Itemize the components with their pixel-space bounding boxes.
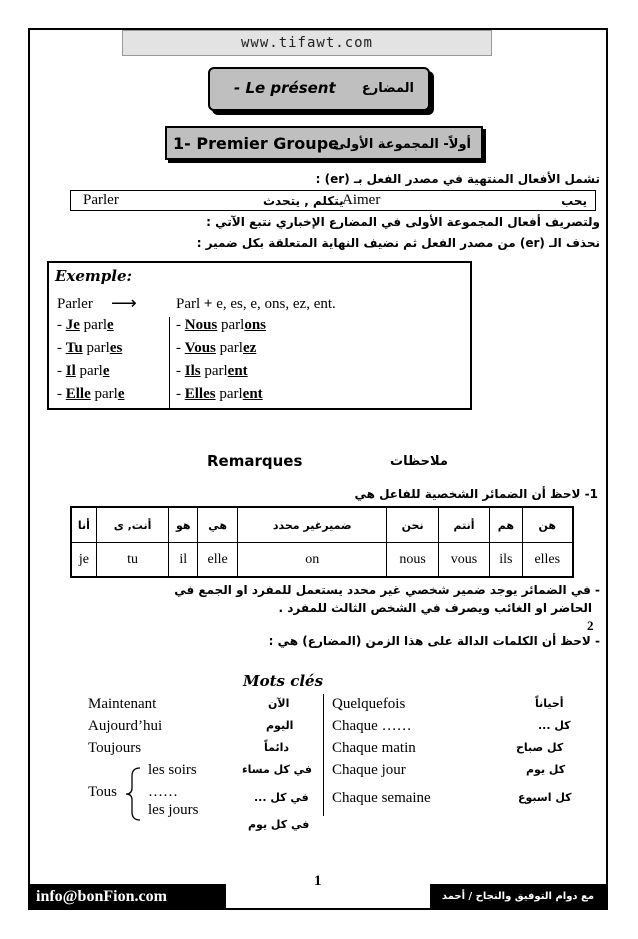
keyword-ar: اليوم — [266, 719, 294, 732]
tous-label: Tous — [88, 784, 117, 800]
pronoun-ar-cell: ضميرغير محدد — [238, 507, 387, 543]
remark-3: - لاحظ أن الكلمات الدالة على هذا الزمن (المضارع) هي : — [268, 634, 600, 648]
footer-email[interactable]: info@bonFion.com — [30, 884, 226, 910]
verb-fr-aimer: Aimer — [342, 192, 381, 208]
pronouns-table — [70, 506, 574, 578]
keyword-ar: كل ... — [538, 719, 571, 732]
keyword-fr: Toujours — [88, 740, 142, 756]
conj-row-tu: - Tu parles — [57, 340, 123, 356]
keyword-fr: Maintenant — [88, 696, 157, 712]
conj-row-elles: - Elles parlent — [176, 386, 263, 402]
formula-endings: e, es, e, ons, ez, ent. — [216, 296, 336, 312]
keyword-fr: Aujourd’hui — [88, 718, 163, 734]
verb-ar-parler: يتكلم , يتحدث — [263, 194, 344, 208]
pronoun-ar-cell: هن — [522, 507, 573, 543]
remarks-title-ar: ملاحظات — [390, 454, 448, 469]
remark-2-line-2: الحاضر او الغائب ويصرف في الشخص الثالث للمفرد . — [278, 601, 592, 615]
keyword-fr: Chaque semaine — [332, 790, 431, 806]
pronoun-fr-cell: tu — [96, 543, 168, 578]
website-banner[interactable]: www.tifawt.com — [122, 30, 492, 56]
pronoun-ar-cell: هو — [169, 507, 198, 543]
formula-plus: + — [203, 296, 213, 312]
keyword-ar: أحياناً — [535, 697, 564, 710]
page-border — [28, 28, 608, 910]
tous-item-fr: …… — [148, 784, 178, 800]
first-group-title-fr: 1- Premier Groupe — [173, 134, 339, 153]
intro-line-2: ولتصريف أفعال المجموعة الأولى في المضارع الإخباري نتبع الآتي : — [206, 215, 600, 229]
keyword-ar: كل اسبوع — [518, 791, 572, 804]
example-title: Exemple: — [55, 267, 133, 285]
pronoun-ar-cell: أنتم — [438, 507, 489, 543]
present-title-fr: - Le présent — [234, 79, 336, 97]
pronoun-ar-cell: هم — [490, 507, 522, 543]
pronoun-fr-cell: vous — [438, 543, 489, 578]
pronoun-fr-cell: il — [169, 543, 198, 578]
formula-stem: Parl — [176, 296, 201, 312]
pronoun-fr-cell: elles — [522, 543, 573, 578]
keyword-ar: كل يوم — [526, 763, 566, 776]
verb-ar-aimer: يحب — [561, 194, 587, 208]
example-verbs-box — [70, 190, 596, 211]
remark-1: 1- لاحظ أن الضمائر الشخصية للفاعل هي — [354, 487, 598, 501]
tous-item-ar: في كل يوم — [248, 818, 310, 831]
pronoun-fr-cell: je — [71, 543, 96, 578]
example-infinitive: Parler — [57, 296, 93, 312]
keyword-fr: Chaque …… — [332, 718, 412, 734]
pronoun-fr-cell: ils — [490, 543, 522, 578]
conj-row-vous: - Vous parlez — [176, 340, 257, 356]
conj-row-il: - Il parle — [57, 363, 110, 379]
remark-number-2: 2 — [587, 618, 594, 633]
brace-icon — [124, 766, 144, 822]
example-formula — [176, 296, 336, 313]
keyword-ar: كل صباح — [516, 741, 564, 754]
tous-item-ar: في كل مساء — [242, 763, 312, 776]
keyword-fr: Chaque matin — [332, 740, 416, 756]
pronouns-row-ar — [71, 507, 573, 543]
example-divider — [169, 317, 170, 409]
pronoun-ar-cell: أنت, ى — [96, 507, 168, 543]
conj-row-nous: - Nous parlons — [176, 317, 267, 333]
keyword-fr: Quelquefois — [332, 696, 406, 712]
pronoun-ar-cell: أنا — [71, 507, 96, 543]
pronoun-fr-cell: elle — [198, 543, 238, 578]
mots-cles-title: Mots clés — [243, 672, 324, 690]
conj-row-elle: - Elle parle — [57, 386, 125, 402]
pronoun-ar-cell: هي — [198, 507, 238, 543]
keyword-ar: دائماً — [264, 741, 290, 754]
keywords-divider — [323, 694, 324, 816]
keyword-ar: الآن — [268, 697, 290, 710]
first-group-title-ar: أولاً- المجموعة الأولى — [333, 137, 471, 152]
pronoun-fr-cell: nous — [387, 543, 438, 578]
tous-item-ar: في كل ... — [254, 791, 309, 804]
conj-row-je: - Je parle — [57, 317, 114, 333]
verb-fr-parler: Parler — [83, 192, 119, 208]
tous-item-fr: les soirs — [148, 762, 197, 778]
remarks-title-fr: Remarques — [207, 452, 303, 470]
pronouns-row-fr — [71, 543, 573, 578]
pronoun-fr-cell: on — [238, 543, 387, 578]
conj-row-ils: - Ils parlent — [176, 363, 248, 379]
pronoun-ar-cell: نحن — [387, 507, 438, 543]
arrow-right-icon: ⟶ — [111, 293, 137, 313]
intro-line-3: نحذف الـ (er) من مصدر الفعل ثم نضيف النهاية المتعلقة بكل ضمير : — [196, 236, 600, 250]
conjugation-example-box — [47, 261, 472, 410]
present-tense-title-box — [208, 67, 430, 111]
intro-line-1: تشمل الأفعال المنتهية في مصدر الفعل بـ (er) : — [315, 172, 600, 186]
present-title-ar: المضارع — [361, 81, 414, 96]
first-group-title-box — [165, 126, 483, 160]
remark-2-line-1: - في الضمائر يوجد ضمير شخصي غير محدد يستعمل للمفرد او الجمع في — [174, 583, 600, 597]
footer-credit: مع دوام التوفيق والنجاح / أحمد شلبي — [430, 884, 606, 910]
tous-item-fr: les jours — [148, 802, 199, 818]
page-number: 1 — [314, 873, 322, 889]
keyword-fr: Chaque jour — [332, 762, 406, 778]
